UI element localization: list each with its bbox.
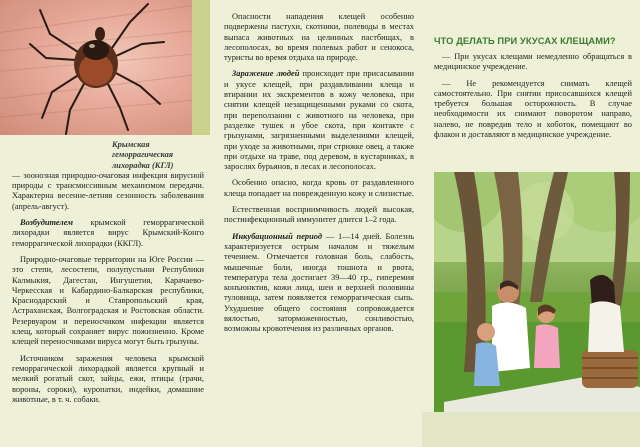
picnic-illustration	[434, 172, 640, 412]
family-picnic-photo	[434, 172, 640, 412]
immunity-paragraph: Естественная восприимчивость людей высокая, постинфекционный иммунитет длится 1–2 года.	[224, 205, 414, 225]
infection-ways-lead: Заражение людей	[232, 69, 300, 79]
incubation-lead: Инкубационный период	[232, 231, 323, 241]
infection-source-paragraph: Источником заражения человека крымской геморрагической лихорадкой является крупный и мелкий рогатый скот, зайцы, ежи, птицы (грачи, вороны, сороки), куропатки, индейки, домашние животные, в т. ч. собаки.	[12, 353, 204, 404]
infection-ways-text: происходит при присасывании и укусе клещей, при раздавливании клеща и втирании их экскрементов в кожу человека, при снятии клещей незащищенными руками со скота, при переползании с животного на человека, при разделке тушек и убое скота, при контакте с грызунами, загрязненными выделениями клещей, при уходе за животными, при стрижке овец, а также при отдыхе на траве, под деревом, в кустарниках, в зарослях бурьянов, в лесах и лесополосах.	[224, 69, 414, 172]
tick-icon	[0, 0, 210, 135]
infection-ways-paragraph	[224, 69, 414, 172]
kgl-definition	[12, 140, 204, 212]
pathogen-text: крымской геморрагической лихорадки является вирус Крымский-Конго геморрагической лихорадки (ККГЛ).	[12, 218, 204, 248]
left-column-text	[12, 140, 204, 411]
territories-paragraph: Природно-очаговые территории на Юге России — это степи, лесостепи, полупустыни Республики Калмыкия, Дагестан, Ингушетия, Карачаево-Черкесская и Кабардино-Балкарская республики, Краснодарский и Ставропольский края, Астраханская, Волгоградская и Ростовская области. Резервуаром и переносчиком инфекции является клещ, который сохраняет вирус пожизненно. Кроме клещей переносчиками вируса могут быть грызуны.	[12, 254, 204, 347]
advice-removal: — Не рекомендуется снимать клещей самостоятельно. При снятии присосавшихся клещей требуется большая осторожность. В случае необходимости их снимают поворотом направо, налево, не повредив тело и хоботок, помещают во флакон и доставляют в медицинское учреждение.	[434, 78, 632, 140]
right-column-text	[434, 52, 632, 146]
column-middle	[210, 0, 422, 447]
blood-danger-paragraph: Особенно опасно, когда кровь от раздавленного клеща попадает на поврежденную кожу и слизистые.	[224, 178, 414, 198]
kgl-title: Крымская геморрагическая лихорадка (КГЛ)	[112, 140, 174, 170]
middle-column-text	[224, 12, 414, 335]
what-to-do-heading: ЧТО ДЕЛАТЬ ПРИ УКУСАХ КЛЕЩАМИ?	[434, 36, 616, 46]
advice-doctor: — При укусах клещами немедленно обращаться в медицинское учреждение.	[434, 52, 632, 72]
risk-groups-paragraph: Опасности нападения клещей особенно подвержены пастухи, скотники, полеводы в местах выпаса животных на целинных пастбищах, в лесополосах, во время полевых работ и сенокоса, туристы во время отдыха на природе.	[224, 12, 414, 63]
kgl-definition-text: — зоонозная природно-очаговая инфекция вирусной природы с трансмиссивным механизмом передачи. Характерна весенне-летняя сезонность заболевания (апрель-август).	[12, 170, 204, 211]
bottom-band	[422, 412, 640, 447]
pathogen-paragraph	[12, 218, 204, 249]
incubation-text: — 1—14 дней. Болезнь характеризуется острым началом и тяжелым течением. Отмечается головная боль, слабость, мышечные боли, иногда тошнота и рвота, температура тела достигает 39—40 гр., гиперемия конъюнктив, кожи лица, шеи и верхней половины туловища, затем появляется геморрагическая сыпь. Ухудшение общего состояния сопровождается вялостью, заторможенностью, сонливостью, возможны кровотечения из различных органов.	[224, 231, 415, 334]
incubation-paragraph	[224, 232, 414, 335]
column-left	[0, 0, 210, 447]
pathogen-lead: Возбудителем	[20, 218, 73, 228]
tick-on-skin-photo	[0, 0, 210, 135]
